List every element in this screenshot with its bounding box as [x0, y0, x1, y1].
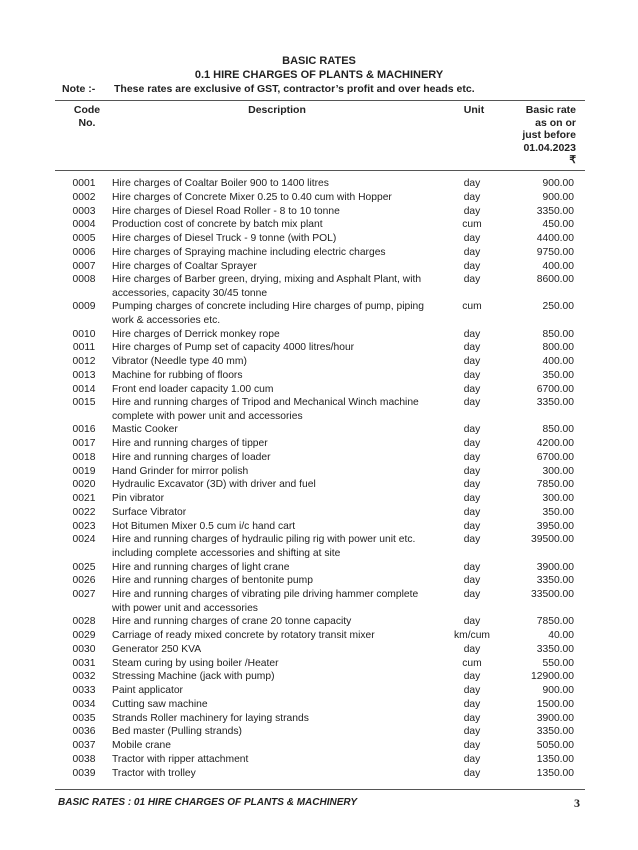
row-description: Hire and running charges of crane 20 tonne capacity: [112, 616, 352, 628]
row-code: 0002: [72, 191, 96, 203]
row-description: Vibrator (Needle type 40 mm): [112, 356, 247, 368]
table-row: [0, 423, 638, 436]
row-code: 0035: [72, 712, 96, 724]
row-code: 0037: [72, 740, 96, 752]
table-row: [0, 260, 638, 273]
row-rate: 4400.00: [536, 233, 574, 244]
table-row: [0, 232, 638, 245]
row-rate: 400.00: [542, 356, 574, 368]
row-rate: 1350.00: [536, 753, 574, 765]
table-row: [0, 561, 638, 574]
row-rate: 4200.00: [536, 438, 574, 450]
table-row: [0, 300, 638, 327]
row-unit: day: [463, 438, 481, 450]
table-row: [0, 753, 638, 766]
row-description: Generator 250 KVA: [112, 643, 202, 655]
row-description: Paint applicator: [112, 685, 183, 697]
table-row: [0, 712, 638, 725]
row-code: 0008: [72, 274, 96, 286]
row-unit: day: [463, 506, 481, 518]
row-rate: 400.00: [542, 260, 574, 272]
table-row: [0, 328, 638, 341]
row-description: Hire and running charges of light crane: [112, 561, 290, 573]
row-unit: day: [463, 424, 481, 436]
row-code: 0007: [72, 260, 96, 272]
table-row: [0, 739, 638, 752]
row-rate: 6700.00: [536, 451, 574, 463]
row-rate: 3350.00: [536, 205, 574, 217]
table-row: [0, 684, 638, 697]
column-header-description: [114, 104, 440, 117]
row-code: 0019: [72, 465, 96, 477]
row-unit: day: [463, 383, 481, 395]
column-header-unit: [446, 104, 502, 117]
row-unit: day: [463, 740, 481, 752]
row-code: 0032: [72, 671, 96, 683]
table-row: [0, 533, 638, 560]
row-code: 0004: [72, 219, 96, 231]
section-title: 0.1 HIRE CHARGES OF PLANTS & MACHINERY: [194, 69, 444, 81]
row-rate: 250.00: [542, 301, 574, 313]
table-header-rule: [55, 170, 585, 171]
row-unit: day: [463, 698, 481, 710]
row-description: Surface Vibrator: [112, 506, 187, 518]
row-unit: day: [463, 589, 481, 601]
row-unit: day: [463, 397, 481, 409]
column-header-code: [62, 104, 112, 129]
column-header-code-label: Code No.: [73, 104, 101, 129]
row-code: 0028: [72, 616, 96, 628]
row-code: 0017: [72, 438, 96, 450]
row-rate: 3350.00: [536, 643, 574, 655]
row-rate: 900.00: [542, 178, 574, 189]
row-code: 0024: [72, 534, 96, 546]
row-unit: day: [463, 643, 481, 655]
row-code: 0034: [72, 698, 96, 710]
row-code: 0026: [72, 575, 96, 587]
row-code: 0033: [72, 685, 96, 697]
row-unit: day: [463, 726, 481, 738]
row-code: 0009: [72, 301, 96, 313]
row-rate: 850.00: [542, 328, 574, 340]
row-description: Hire and running charges of tipper: [112, 438, 268, 450]
row-code: 0029: [72, 630, 96, 642]
row-unit: day: [463, 342, 481, 354]
row-rate: 850.00: [542, 424, 574, 436]
row-unit: day: [463, 178, 481, 189]
row-rate: 5050.00: [536, 740, 574, 752]
row-code: 0022: [72, 506, 96, 518]
row-description: Steam curing by using boiler /Heater: [112, 657, 279, 669]
row-unit: day: [463, 191, 481, 203]
row-rate: 3900.00: [536, 712, 574, 724]
row-description: Hire and running charges of Tripod and Mechanical Winch machine complete with power unit and accessories: [112, 397, 419, 422]
row-rate: 900.00: [542, 191, 574, 203]
row-unit: day: [463, 246, 481, 258]
row-unit: cum: [462, 301, 482, 313]
row-unit: day: [463, 356, 481, 368]
table-row: [0, 369, 638, 382]
row-description: Hire charges of Coaltar Sprayer: [112, 260, 257, 272]
table-row: [0, 465, 638, 478]
row-unit: day: [463, 260, 481, 272]
row-description: Machine for rubbing of floors: [112, 369, 243, 381]
table-row: [0, 670, 638, 683]
row-code: 0014: [72, 383, 96, 395]
row-rate: 550.00: [542, 657, 574, 669]
row-unit: day: [463, 767, 481, 779]
table-row: [0, 643, 638, 656]
row-unit: day: [463, 685, 481, 697]
table-row: [0, 191, 638, 204]
table-row: [0, 629, 638, 642]
row-unit: day: [463, 712, 481, 724]
table-row: [0, 506, 638, 519]
row-unit: km/cum: [453, 630, 491, 642]
row-code: 0011: [72, 342, 96, 354]
row-unit: day: [463, 534, 481, 546]
table-row: [0, 492, 638, 505]
row-unit: day: [463, 753, 481, 765]
table-row: [0, 396, 638, 423]
row-code: 0015: [72, 397, 96, 409]
row-description: Hot Bitumen Mixer 0.5 cum i/c hand cart: [112, 520, 296, 532]
row-description: Bed master (Pulling strands): [112, 726, 242, 738]
column-header-basic-rate: [506, 104, 576, 167]
row-rate: 300.00: [542, 465, 574, 477]
row-unit: day: [463, 561, 481, 573]
row-code: 0010: [72, 328, 96, 340]
row-rate: 3350.00: [536, 397, 574, 409]
column-header-unit-label: Unit: [463, 104, 485, 116]
row-unit: day: [463, 671, 481, 683]
row-description: Pin vibrator: [112, 493, 165, 505]
page-number: 3: [574, 796, 580, 810]
row-rate: 350.00: [542, 369, 574, 381]
table-row: [0, 341, 638, 354]
row-code: 0013: [72, 369, 96, 381]
table-top-rule: [55, 100, 585, 101]
row-description: Hire and running charges of vibrating pile driving hammer complete with power unit and accessories: [112, 589, 419, 614]
row-rate: 3900.00: [536, 561, 574, 573]
table-row: [0, 574, 638, 587]
table-row: [0, 451, 638, 464]
row-description: Production cost of concrete by batch mix plant: [112, 219, 323, 231]
row-description: Stressing Machine (jack with pump): [112, 671, 275, 683]
row-code: 0006: [72, 246, 96, 258]
row-description: Hire charges of Coaltar Boiler 900 to 1400 litres: [112, 178, 329, 189]
row-description: Hire and running charges of hydraulic piling rig with power unit etc. including complete accessories and shifting at site: [112, 534, 416, 559]
row-unit: day: [463, 274, 481, 286]
row-rate: 3950.00: [536, 520, 574, 532]
row-code: 0020: [72, 479, 96, 491]
row-rate: 8600.00: [536, 274, 574, 286]
row-rate: 1500.00: [536, 698, 574, 710]
row-rate: 6700.00: [536, 383, 574, 395]
row-description: Front end loader capacity 1.00 cum: [112, 383, 274, 395]
row-rate: 9750.00: [536, 246, 574, 258]
table-row: [0, 218, 638, 231]
row-rate: 39500.00: [531, 534, 574, 546]
table-row: [0, 246, 638, 259]
row-rate: 350.00: [542, 506, 574, 518]
row-description: Strands Roller machinery for laying strands: [112, 712, 309, 724]
row-rate: 7850.00: [536, 616, 574, 628]
row-rate: 33500.00: [531, 589, 574, 601]
row-unit: day: [463, 205, 481, 217]
table-row: [0, 588, 638, 615]
table-row: [0, 520, 638, 533]
row-description: Hire charges of Concrete Mixer 0.25 to 0.40 cum with Hopper: [112, 191, 392, 203]
row-description: Mastic Cooker: [112, 424, 178, 436]
row-code: 0023: [72, 520, 96, 532]
row-code: 0001: [72, 178, 96, 189]
row-rate: 450.00: [542, 219, 574, 231]
column-header-description-label: Description: [248, 104, 306, 116]
row-unit: day: [463, 465, 481, 477]
row-code: 0031: [72, 657, 96, 669]
row-description: Hire charges of Diesel Truck - 9 tonne (with POL): [112, 233, 337, 244]
column-header-basic-rate-label: Basic rate as on or just before 01.04.2023 ₹: [522, 104, 576, 166]
table-row: [0, 767, 638, 780]
table-row: [0, 657, 638, 670]
row-code: 0018: [72, 451, 96, 463]
row-unit: day: [463, 328, 481, 340]
row-code: 0038: [72, 753, 96, 765]
row-code: 0025: [72, 561, 96, 573]
table-row: [0, 177, 638, 190]
row-unit: day: [463, 451, 481, 463]
row-unit: cum: [462, 657, 482, 669]
row-description: Mobile crane: [112, 740, 171, 752]
row-code: 0027: [72, 589, 96, 601]
footer-rule: [55, 789, 585, 790]
row-rate: 300.00: [542, 493, 574, 505]
row-unit: day: [463, 575, 481, 587]
table-row: [0, 478, 638, 491]
row-code: 0003: [72, 205, 96, 217]
row-code: 0036: [72, 726, 96, 738]
row-unit: day: [463, 616, 481, 628]
row-code: 0039: [72, 767, 96, 779]
row-code: 0005: [72, 233, 96, 244]
row-description: Hire charges of Barber green, drying, mixing and Asphalt Plant, with accessories, capacity 30/45 tonne: [112, 274, 422, 299]
row-description: Hydraulic Excavator (3D) with driver and fuel: [112, 479, 316, 491]
row-rate: 3350.00: [536, 726, 574, 738]
row-unit: day: [463, 479, 481, 491]
row-unit: day: [463, 233, 481, 244]
table-row: [0, 383, 638, 396]
row-description: Hire charges of Spraying machine including electric charges: [112, 246, 386, 258]
row-code: 0030: [72, 643, 96, 655]
row-unit: day: [463, 520, 481, 532]
table-row: [0, 273, 638, 300]
row-description: Tractor with trolley: [112, 767, 196, 779]
table-row: [0, 615, 638, 628]
row-description: Cutting saw machine: [112, 698, 208, 710]
row-description: Hire charges of Diesel Road Roller - 8 to 10 tonne: [112, 205, 340, 217]
row-description: Hand Grinder for mirror polish: [112, 465, 249, 477]
table-row: [0, 355, 638, 368]
row-rate: 800.00: [542, 342, 574, 354]
row-description: Pumping charges of concrete including Hire charges of pump, piping work & accessories etc.: [112, 301, 424, 326]
table-row: [0, 437, 638, 450]
footer-text: BASIC RATES : 01 HIRE CHARGES OF PLANTS & MACHINERY: [58, 797, 358, 808]
row-code: 0016: [72, 424, 96, 436]
row-description: Hire charges of Derrick monkey rope: [112, 328, 280, 340]
page-title: BASIC RATES: [282, 55, 356, 67]
row-unit: day: [463, 369, 481, 381]
row-description: Hire and running charges of bentonite pump: [112, 575, 313, 587]
row-rate: 7850.00: [536, 479, 574, 491]
row-rate: 12900.00: [531, 671, 574, 683]
row-unit: cum: [462, 219, 482, 231]
row-description: Hire and running charges of loader: [112, 451, 271, 463]
row-rate: 3350.00: [536, 575, 574, 587]
row-rate: 40.00: [548, 630, 574, 642]
note-label: Note :-: [62, 83, 96, 95]
row-rate: 1350.00: [536, 767, 574, 779]
row-code: 0021: [72, 493, 96, 505]
row-code: 0012: [72, 356, 96, 368]
table-row: [0, 698, 638, 711]
rates-table-body: [0, 177, 638, 780]
row-unit: day: [463, 493, 481, 505]
note-text: These rates are exclusive of GST, contractor’s profit and over heads etc.: [114, 83, 475, 95]
table-row: [0, 205, 638, 218]
row-description: Tractor with ripper attachment: [112, 753, 249, 765]
row-rate: 900.00: [542, 685, 574, 697]
row-description: Hire charges of Pump set of capacity 4000 litres/hour: [112, 342, 355, 354]
table-row: [0, 725, 638, 738]
row-description: Carriage of ready mixed concrete by rotatory transit mixer: [112, 630, 375, 642]
